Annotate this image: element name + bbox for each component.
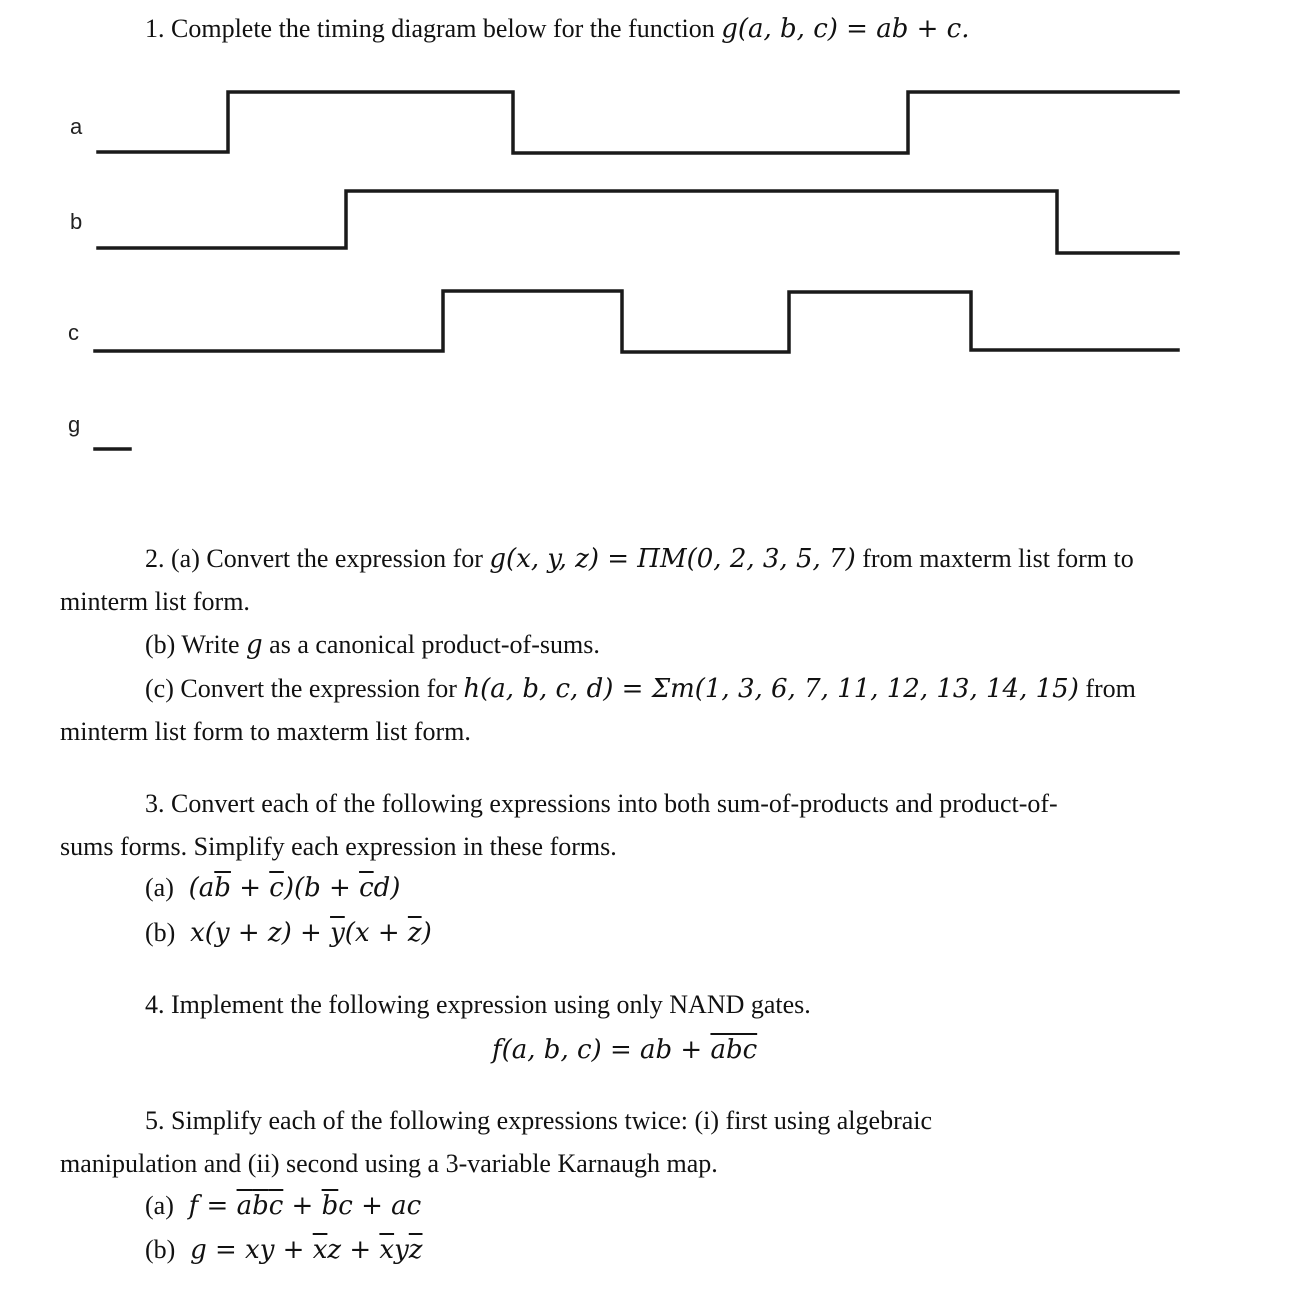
- q2-part-a-line2: minterm list form.: [60, 587, 250, 616]
- q5-line2: manipulation and (ii) second using a 3-variable Karnaugh map.: [60, 1149, 718, 1178]
- q2-part-c-line2: minterm list form to maxterm list form.: [60, 717, 471, 746]
- signal-label-g: g: [68, 412, 81, 437]
- waveform-b: [98, 191, 1178, 253]
- q1-text: Complete the timing diagram below for the function: [171, 14, 715, 43]
- waveform-c: [95, 291, 1178, 352]
- q4-line1: 4. Implement the following expression using only NAND gates.: [145, 990, 811, 1019]
- waveform-a: [98, 92, 1178, 153]
- q4-expression: f(a, b, c) = ab + $\overline{abc}$: [492, 1035, 758, 1065]
- timing-diagram: [0, 0, 1302, 480]
- signal-label-b: b: [70, 209, 83, 234]
- q3-expression-a: $(a\overline{b} + \overline{c})(b + \overline{c}d)$: [180, 873, 401, 903]
- q2-maxterm-expression: g(x, y, z) = ΠM(0, 2, 3, 5, 7): [489, 544, 856, 574]
- signal-label-a: a: [70, 114, 83, 139]
- q5-part-a: (a) $f = \overline{a}\overline{b}\overline{c} + \overline{b}c$ + ac: [145, 1191, 422, 1221]
- q5-expression-b: g = xy + $\overline{x}z + \overline{x}y\overline{z}$: [181, 1235, 423, 1265]
- q2-minterm-expression: h(a, b, c, d) = Σm(1, 3, 6, 7, 11, 12, 13, 14, 15): [463, 674, 1079, 704]
- q2-part-a-line1: 2. (a) Convert the expression for g(x, y, z) = ΠM(0, 2, 3, 5, 7) from maxterm list form to: [145, 544, 1134, 574]
- q3-part-b: (b) $x(y + z) + \overline{y}(x + \overline{z})$: [145, 918, 432, 948]
- signal-label-c: c: [68, 320, 79, 345]
- q5-line1: 5. Simplify each of the following expressions twice: (i) first using algebraic: [145, 1106, 933, 1135]
- q1-expression: g(a, b, c) = ab + c.: [721, 14, 970, 44]
- q3-line2: sums forms. Simplify each expression in these forms.: [60, 832, 617, 861]
- q3-part-a: (a) $(a\overline{b} + \overline{c})(b + \overline{c}d)$: [145, 873, 401, 903]
- q3-line1: 3. Convert each of the following expressions into both sum-of-products and product-of-: [145, 789, 1058, 818]
- q2-part-b: (b) Write g as a canonical product-of-sums.: [145, 630, 600, 660]
- q5-part-b: (b) g = xy + $\overline{x}z + \overline{x}y\overline{z}$: [145, 1235, 423, 1265]
- q3-expression-b: $x(y + z) + \overline{y}(x + \overline{z})$: [181, 918, 432, 948]
- q2-part-c-line1: (c) Convert the expression for h(a, b, c, d) = Σm(1, 3, 6, 7, 11, 12, 13, 14, 15) from: [145, 674, 1136, 704]
- q5-expression-a: $f = \overline{a}\overline{b}\overline{c} + \overline{b}c$ + ac: [180, 1191, 422, 1221]
- q1-number: 1.: [145, 14, 165, 43]
